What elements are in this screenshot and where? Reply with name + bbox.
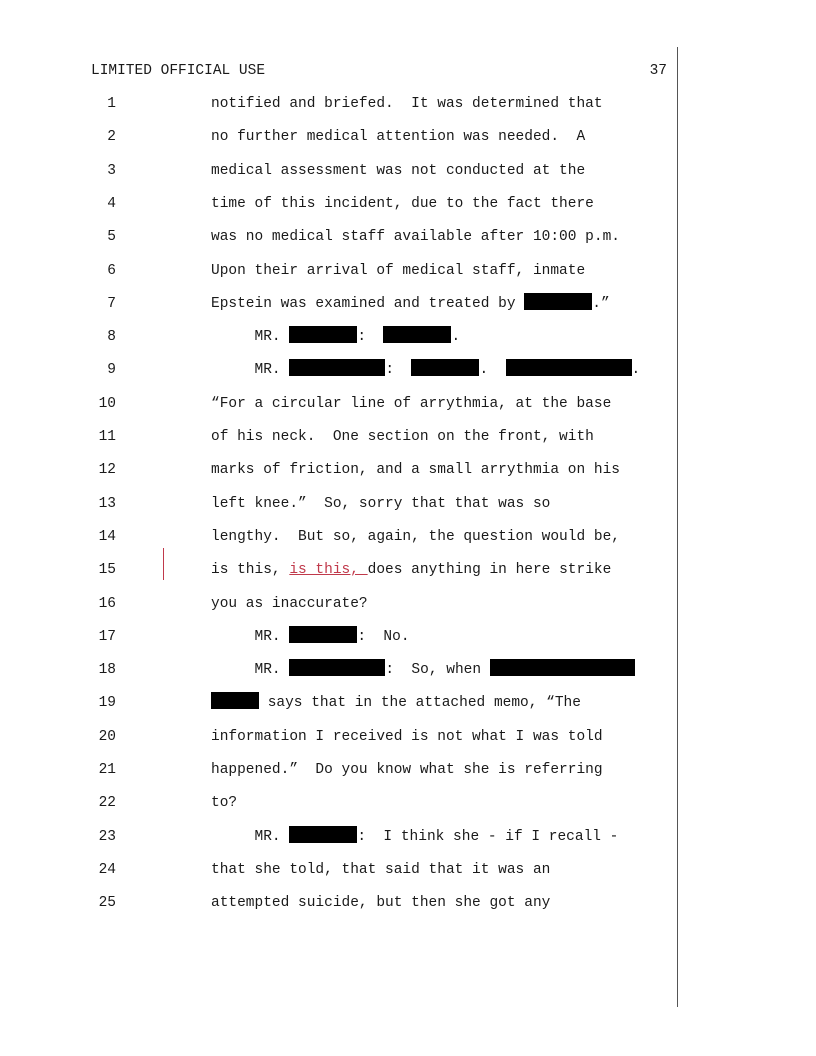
transcript-line (0, 192, 816, 216)
redaction-box (490, 659, 635, 676)
text-segment: Upon their arrival of medical staff, inmate (211, 262, 586, 279)
line-text (211, 159, 585, 183)
text-segment: MR. (211, 628, 290, 645)
text-segment: information I received is not what I was told (211, 728, 603, 745)
text-segment: : (385, 362, 412, 379)
text-segment: medical assessment was not conducted at the (211, 162, 586, 179)
line-number: 21 (98, 762, 116, 778)
text-segment: was no medical staff available after 10:00 p.m. (211, 229, 620, 246)
transcript-line (0, 558, 816, 582)
text-segment: .” (592, 295, 610, 312)
line-text (211, 558, 611, 582)
redaction-box (289, 359, 385, 376)
transcript-line (0, 658, 816, 682)
transcript-line (0, 691, 816, 715)
redaction-box (289, 659, 385, 676)
text-segment: . (479, 362, 506, 379)
transcript-line (0, 825, 816, 849)
line-text (211, 891, 550, 915)
line-text (211, 458, 620, 482)
transcript-line (0, 525, 816, 549)
line-number: 9 (107, 362, 116, 379)
text-segment: is this, (211, 562, 290, 579)
text-segment: . (451, 329, 461, 346)
line-number: 11 (98, 429, 116, 445)
page-header (91, 61, 667, 81)
line-number: 14 (98, 528, 116, 545)
line-number: 24 (98, 861, 116, 878)
text-segment: MR. (211, 362, 290, 379)
transcript-line (0, 492, 816, 516)
line-text (211, 325, 460, 349)
transcript-line (0, 625, 816, 649)
line-text (211, 292, 610, 316)
line-number: 12 (98, 462, 116, 479)
line-number: 5 (107, 229, 116, 246)
transcript-line (0, 358, 816, 382)
transcript-line (0, 758, 816, 782)
line-text (211, 259, 585, 283)
redaction-box (289, 626, 357, 643)
transcript-line (0, 725, 816, 749)
text-segment: does anything in here strike (367, 562, 612, 579)
line-number: 17 (98, 628, 116, 645)
text-segment: MR. (211, 329, 290, 346)
line-number: 23 (98, 828, 116, 845)
text-segment: left knee.” So, sorry that that was so (211, 495, 551, 512)
text-segment: : (357, 329, 384, 346)
transcript-line (0, 392, 816, 416)
redaction-box (211, 692, 259, 709)
line-text (211, 392, 611, 416)
text-segment: MR. (211, 828, 290, 845)
line-number: 15 (98, 562, 116, 579)
text-segment: notified and briefed. It was determined that (211, 96, 603, 112)
text-segment: time of this incident, due to the fact there (211, 195, 594, 212)
line-text (211, 525, 620, 549)
text-segment: : I think she - if I recall - (357, 828, 619, 845)
line-number: 1 (107, 96, 116, 112)
line-text (211, 825, 618, 849)
text-segment: says that in the attached memo, “The (259, 695, 581, 712)
line-number: 16 (98, 595, 116, 612)
line-number: 3 (107, 162, 116, 179)
line-text (211, 725, 603, 749)
text-segment: that she told, that said that it was an (211, 861, 551, 878)
line-number: 20 (98, 728, 116, 745)
text-segment: : So, when (385, 662, 490, 679)
line-number: 2 (107, 129, 116, 146)
line-number: 13 (98, 495, 116, 512)
line-text (211, 625, 410, 649)
transcript-line (0, 225, 816, 249)
line-text (211, 858, 550, 882)
line-number: 18 (98, 662, 116, 679)
redaction-box (411, 359, 479, 376)
redaction-box (506, 359, 632, 376)
transcript-line (0, 125, 816, 149)
line-text (211, 758, 603, 782)
page-number: 37 (649, 63, 667, 79)
text-segment: attempted suicide, but then she got any (211, 895, 551, 912)
line-text (211, 691, 581, 715)
transcript-line (0, 791, 816, 815)
line-text (211, 358, 640, 382)
line-text (211, 492, 550, 516)
text-segment: no further medical attention was needed. A (211, 129, 586, 146)
redaction-box (524, 293, 592, 310)
transcript-line (0, 425, 816, 449)
text-segment: Epstein was examined and treated by (211, 295, 525, 312)
transcript-line (0, 858, 816, 882)
text-segment: to? (211, 795, 238, 812)
transcript-line (0, 292, 816, 316)
line-number: 6 (107, 262, 116, 279)
redaction-box (289, 826, 357, 843)
text-segment: . (631, 362, 641, 379)
text-segment: : No. (357, 628, 410, 645)
text-segment: lengthy. But so, again, the question would be, (211, 528, 620, 545)
line-number: 8 (107, 329, 116, 346)
transcript-line (0, 159, 816, 183)
line-text (211, 92, 603, 116)
transcript-line (0, 92, 816, 116)
line-text (211, 192, 594, 216)
line-number: 25 (98, 895, 116, 912)
transcript-line (0, 592, 816, 616)
line-text (211, 125, 585, 149)
redaction-box (383, 326, 451, 343)
text-segment: of his neck. One section on the front, with (211, 429, 594, 445)
inserted-text: is this, (289, 562, 368, 579)
line-text (211, 791, 237, 815)
redaction-box (289, 326, 357, 343)
text-segment: happened.” Do you know what she is referring (211, 762, 603, 778)
line-number: 22 (98, 795, 116, 812)
text-segment: MR. (211, 662, 290, 679)
text-segment: “For a circular line of arrythmia, at the base (211, 395, 612, 412)
line-text (211, 658, 635, 682)
text-segment: marks of friction, and a small arrythmia on his (211, 462, 620, 479)
transcript-line (0, 458, 816, 482)
line-text (211, 225, 620, 249)
header-classification: LIMITED OFFICIAL USE (91, 63, 266, 79)
line-number: 10 (98, 395, 116, 412)
transcript-line (0, 891, 816, 915)
text-segment: you as inaccurate? (211, 595, 368, 612)
transcript-line (0, 325, 816, 349)
transcript-line (0, 259, 816, 283)
line-number: 19 (98, 695, 116, 712)
line-text (211, 592, 368, 616)
line-number: 4 (107, 195, 116, 212)
line-number: 7 (107, 295, 116, 312)
line-text (211, 425, 594, 449)
